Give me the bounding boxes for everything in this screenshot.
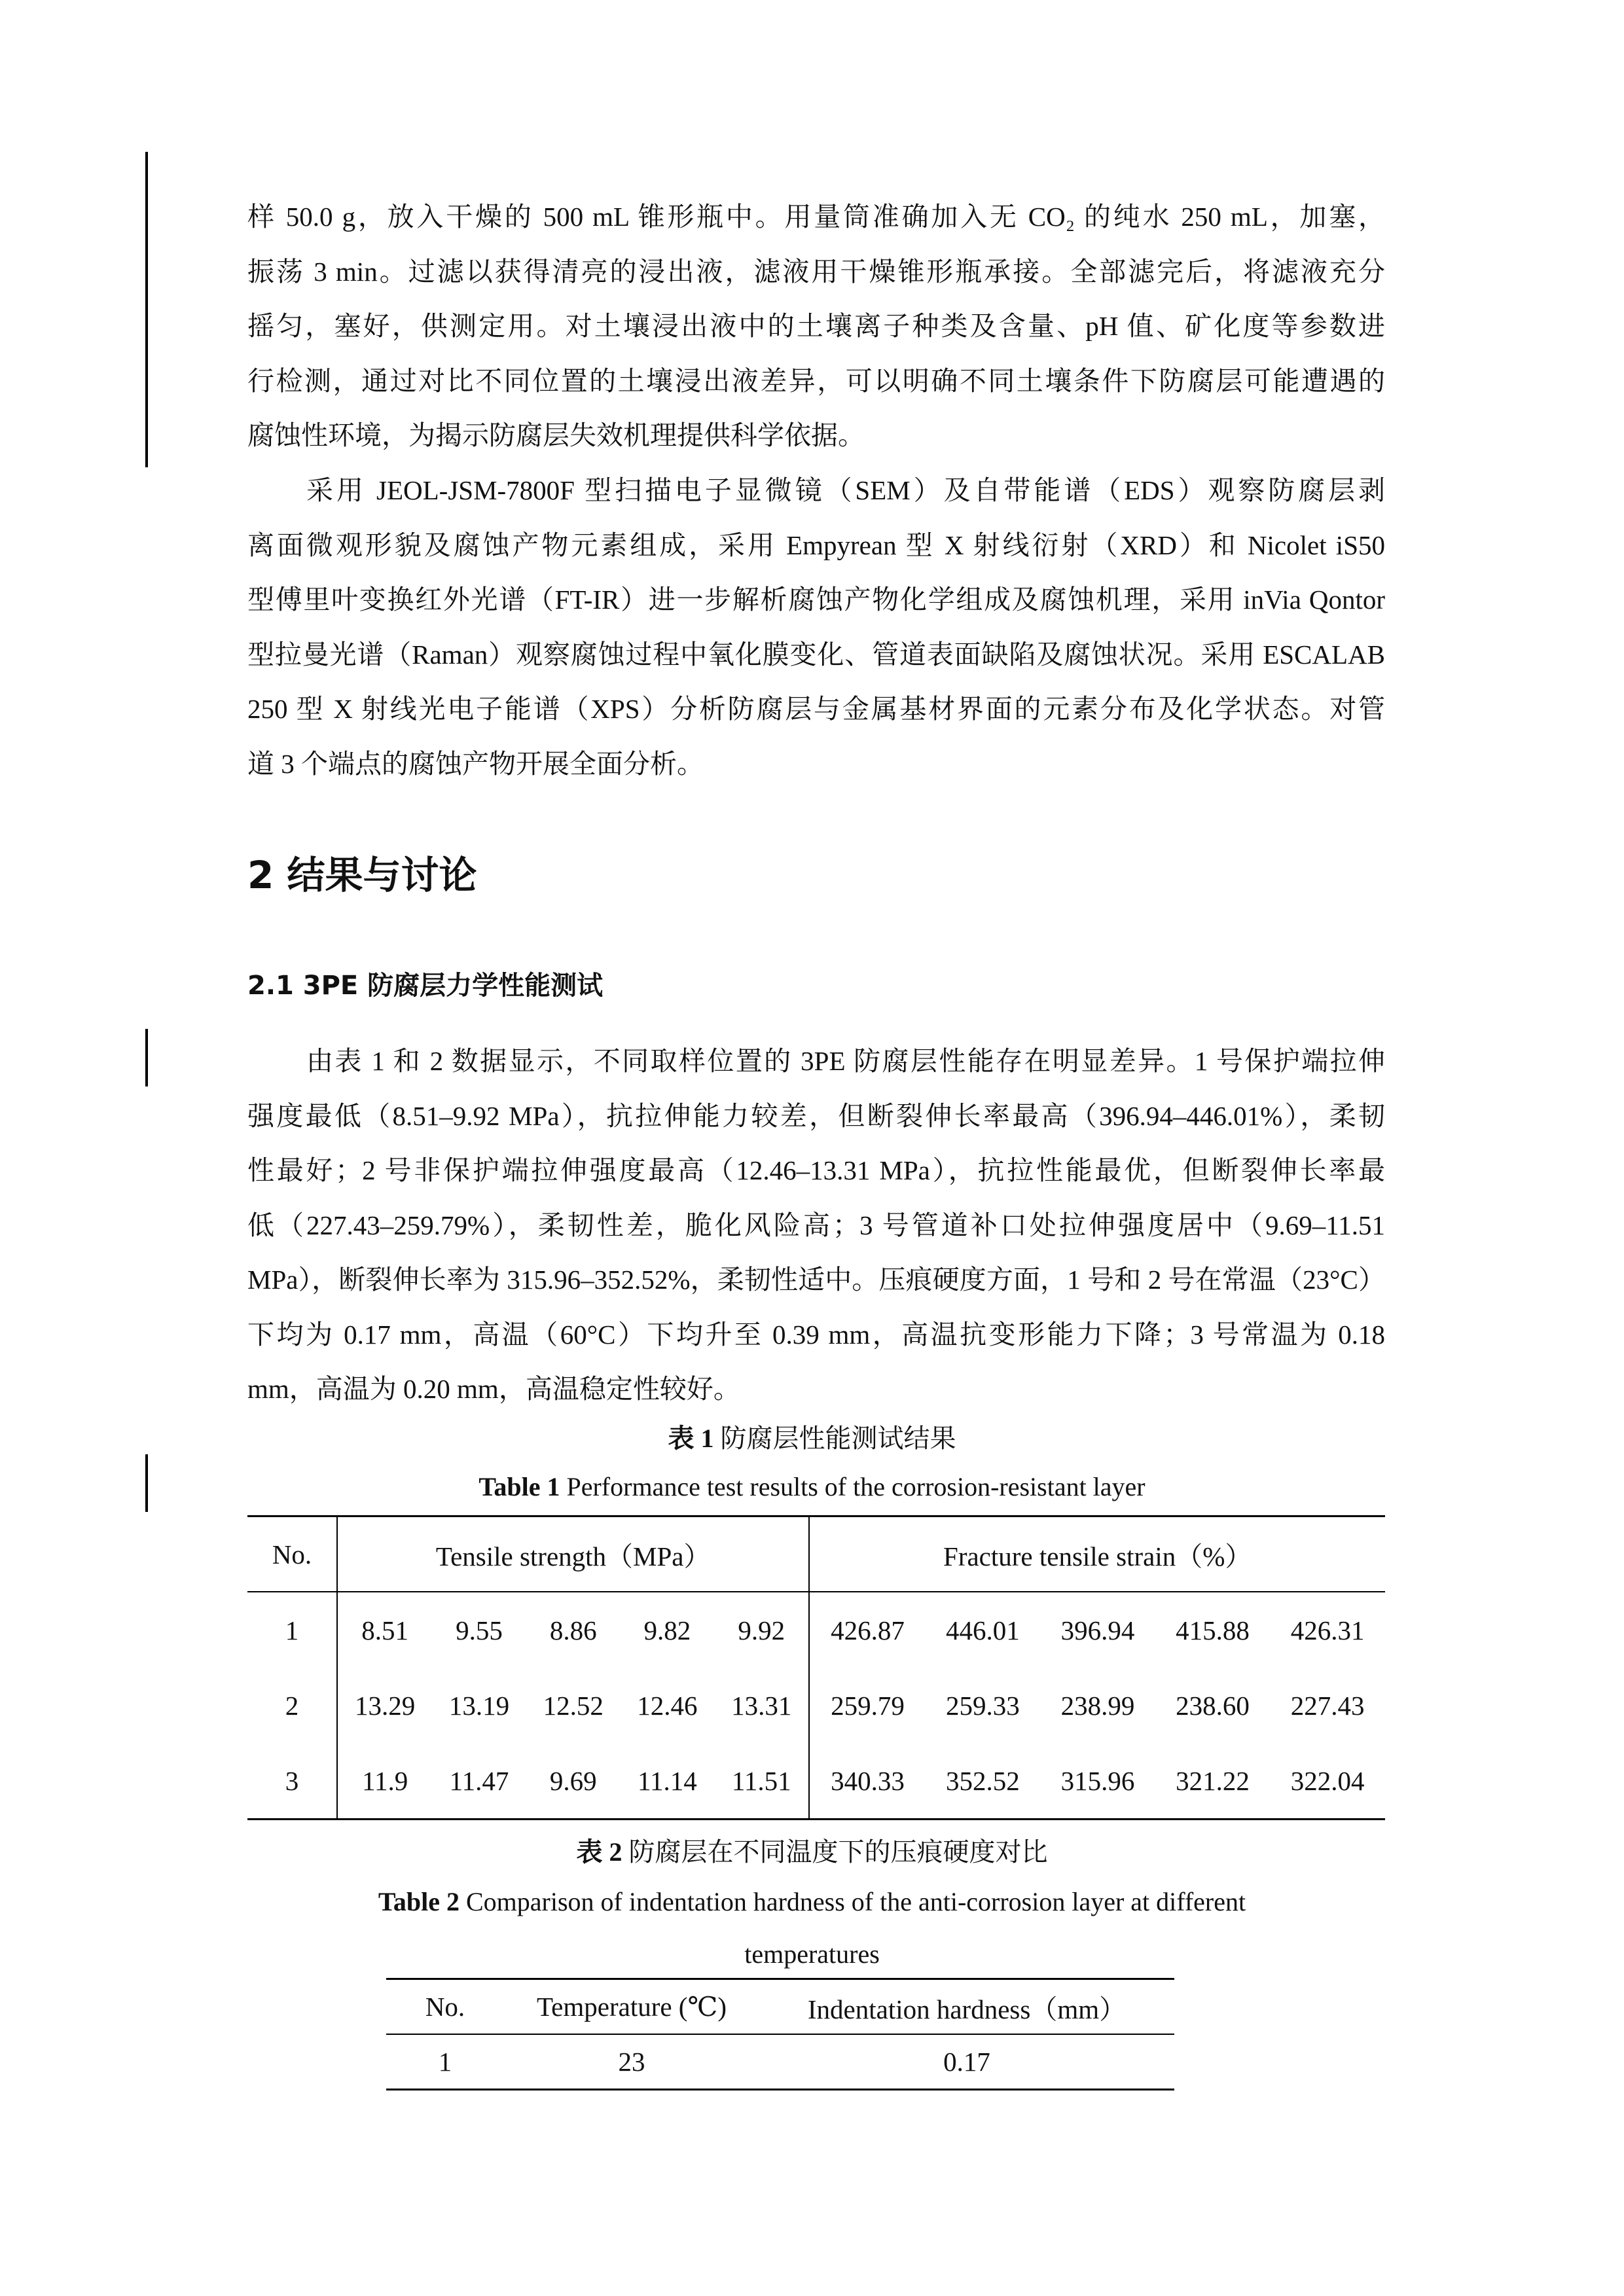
caption-label: 表 2 [576,1837,623,1867]
cell-tensile: 13.29 [354,1690,416,1721]
table2 [386,1978,1174,2090]
paragraph-characterization [247,463,1385,791]
table-row [247,1668,1385,1743]
table-header-row [247,1516,1385,1592]
cell-tensile: 9.92 [714,1592,809,1668]
caption-text: 防腐层性能测试结果 [713,1424,956,1453]
cell-fracture: 238.60 [1176,1690,1250,1721]
cell-tensile: 11.51 [714,1743,809,1820]
cell-fracture: 315.96 [1060,1765,1135,1796]
cell-fracture: 238.99 [1060,1690,1135,1721]
table2-caption-en-line2: temperatures [744,1939,880,1969]
table1-caption-en [0,1471,1624,1502]
text-line: mm，高温为 0.20 mm，高温稳定性较好。 [247,1374,740,1404]
caption-label: Table 2 [378,1887,460,1916]
cell-tensile: 12.52 [543,1690,604,1721]
text-line: 型傅里叶变换红外光谱（FT-IR）进一步解析腐蚀产物化学组成及腐蚀机理，采用 inVia Qontor [247,584,1385,615]
table-row [247,1592,1385,1668]
cell-fracture: 340.33 [831,1765,905,1796]
cell-tensile: 8.86 [549,1615,597,1645]
paragraph-sample-prep [247,190,1385,463]
cell-no: 2 [247,1668,337,1743]
header-fracture: Fracture tensile strain（%） [809,1516,1385,1592]
text-line: 道 3 个端点的腐蚀产物开展全面分析。 [247,748,704,779]
text-line: 低（227.43–259.79%），柔韧性差，脆化风险高；3 号管道补口处拉伸强度居中（9.69–11.51 [247,1210,1385,1240]
text-line: 性最好；2 号非保护端拉伸强度最高（12.46–13.31 MPa），抗拉性能最优，但断裂伸长率最 [247,1155,1385,1185]
cell-tensile: 13.31 [714,1668,809,1743]
text-line: 腐蚀性环境，为揭示防腐层失效机理提供科学依据。 [247,420,865,450]
cell-fracture: 426.87 [831,1615,905,1645]
paragraph-results [247,1034,1385,1417]
text-line: 行检测，通过对比不同位置的土壤浸出液差异，可以明确不同土壤条件下防腐层可能遭遇的 [247,365,1385,396]
cell-fracture: 227.43 [1290,1690,1365,1721]
cell-tensile: 8.51 [361,1615,408,1645]
subsection-title: 2.1 3PE 防腐层力学性能测试 [247,971,604,1001]
cell-tensile: 12.46 [637,1690,698,1721]
cell-temperature: 23 [618,2047,645,2077]
cell-tensile: 13.19 [448,1690,510,1721]
text-line: 强度最低（8.51–9.92 MPa），抗拉伸能力较差，但断裂伸长率最高（396.94–446.01%），柔韧 [247,1100,1385,1131]
table1-caption-cn [0,1418,1624,1455]
cell-tensile: 11.47 [449,1765,509,1796]
table2-caption-cn [0,1831,1624,1869]
cell-fracture: 322.04 [1290,1765,1365,1796]
text-line: 振荡 3 min。过滤以获得清亮的浸出液，滤液用干燥锥形瓶承接。全部滤完后，将滤液充分 [247,256,1385,287]
table2-caption-en [0,1886,1624,1917]
change-bar [145,1029,148,1086]
header-no: No. [247,1516,337,1592]
cell-tensile: 9.82 [643,1615,691,1645]
cell-fracture: 259.79 [831,1690,905,1721]
cell-fracture: 415.88 [1176,1615,1250,1645]
table-row [247,1743,1385,1820]
text-line: 采用 JEOL-JSM-7800F 型扫描电子显微镜（SEM）及自带能谱（EDS）观察防腐层剥 [306,475,1385,505]
table1 [247,1515,1385,1820]
caption-text: 防腐层在不同温度下的压痕硬度对比 [622,1837,1048,1867]
text-line: 250 型 X 射线光电子能谱（XPS）分析防腐层与金属基材界面的元素分布及化学状态。对管 [247,694,1385,724]
header-no: No. [386,1979,504,2035]
cell-tensile: 11.9 [361,1765,408,1796]
cell-tensile: 11.14 [637,1765,697,1796]
cell-fracture: 352.52 [945,1765,1020,1796]
text-line: 型拉曼光谱（Raman）观察腐蚀过程中氧化膜变化、管道表面缺陷及腐蚀状况。采用 ESCALAB [247,639,1385,670]
table-row [386,2034,1174,2090]
cell-no: 1 [247,1592,337,1668]
header-tensile: Tensile strength（MPa） [337,1516,809,1592]
cell-fracture: 426.31 [1290,1615,1365,1645]
header-hardness: Indentation hardness（mm） [759,1979,1174,2035]
cell-tensile: 9.69 [549,1765,597,1796]
text-line: 下均为 0.17 mm，高温（60°C）下均升至 0.39 mm，高温抗变形能力下降；3 号常温为 0.18 [247,1319,1385,1350]
text-line: 样 50.0 g，放入干燥的 500 mL 锥形瓶中。用量筒准确加入无 CO₂ 的纯水 250 mL，加塞， [247,202,1385,232]
cell-tensile: 9.55 [456,1615,503,1645]
caption-label: 表 1 [668,1424,714,1453]
cell-fracture: 446.01 [945,1615,1020,1645]
caption-text: Comparison of indentation hardness of the anti-corrosion layer at different [459,1887,1246,1916]
cell-no: 3 [247,1743,337,1820]
cell-fracture: 259.33 [945,1690,1020,1721]
header-temperature: Temperature (℃) [504,1979,759,2035]
change-bar [145,152,148,467]
section-title: 2 结果与讨论 [247,853,477,897]
caption-text: Performance test results of the corrosion-resistant layer [560,1472,1146,1501]
text-line: 摇匀，塞好，供测定用。对土壤浸出液中的土壤离子种类及含量、pH 值、矿化度等参数进 [247,311,1385,341]
text-line: 由表 1 和 2 数据显示，不同取样位置的 3PE 防腐层性能存在明显差异。1 号保护端拉伸 [306,1046,1385,1076]
cell-hardness: 0.17 [943,2047,990,2077]
cell-fracture: 321.22 [1176,1765,1250,1796]
caption-label: Table 1 [478,1472,560,1501]
text-line: MPa），断裂伸长率为 315.96–352.52%，柔韧性适中。压痕硬度方面，1 号和 2 号在常温（23°C） [247,1265,1385,1295]
text-line: 离面微观形貌及腐蚀产物元素组成，采用 Empyrean 型 X 射线衍射（XRD）和 Nicolet iS50 [247,529,1385,560]
table-header-row [386,1979,1174,2035]
cell-fracture: 396.94 [1060,1615,1135,1645]
cell-no: 1 [438,2047,452,2077]
